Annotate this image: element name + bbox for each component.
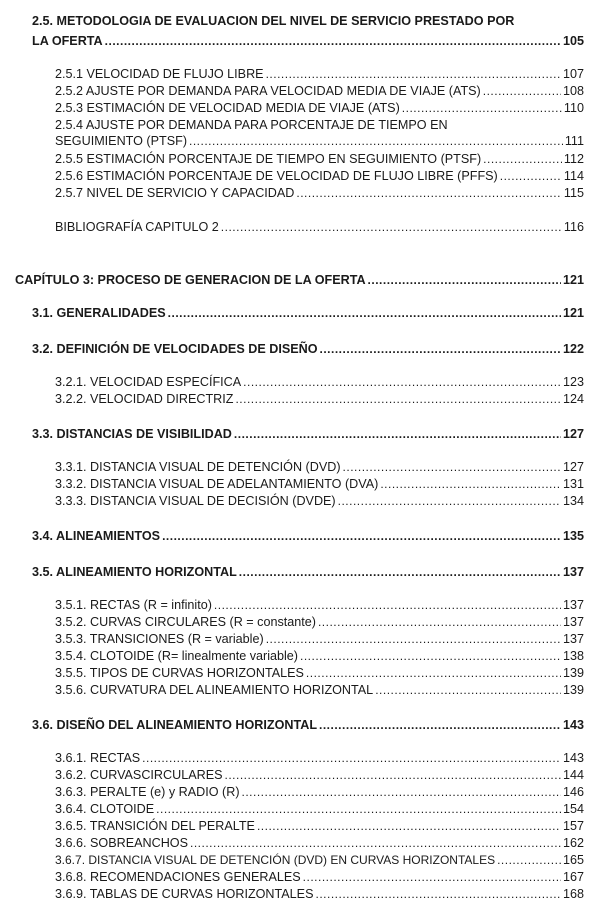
leader-dots xyxy=(162,529,561,544)
toc-entry xyxy=(55,152,584,167)
toc-entry-section xyxy=(32,529,584,544)
toc-entry-title: 3.1. GENERALIDADES xyxy=(32,306,166,320)
toc-entry-title: 3.2.2. VELOCIDAD DIRECTRIZ xyxy=(55,392,234,406)
toc-page-number: 138 xyxy=(562,649,584,663)
toc-entry-title: 3.6.2. CURVASCIRCULARES xyxy=(55,768,223,782)
toc-page-number: 111 xyxy=(564,134,584,148)
toc-page-number: 137 xyxy=(562,598,584,612)
toc-page-number: 154 xyxy=(562,802,584,816)
toc-entry xyxy=(55,169,584,184)
leader-dots xyxy=(266,632,561,647)
toc-entry-continuation: SEGUIMIENTO (PTSF) xyxy=(55,134,188,148)
toc-entry xyxy=(55,494,584,509)
leader-dots xyxy=(235,392,561,407)
leader-dots xyxy=(242,785,561,800)
toc-entry-title: 3.5.3. TRANSICIONES (R = variable) xyxy=(55,632,264,646)
leader-dots xyxy=(500,169,562,184)
leader-dots xyxy=(239,565,561,580)
toc-page-number: 146 xyxy=(562,785,584,799)
toc-entry xyxy=(55,101,584,116)
toc-page-number: 144 xyxy=(562,768,584,782)
toc-entry-title: 3.2. DEFINICIÓN DE VELOCIDADES DE DISEÑO xyxy=(32,342,318,356)
toc-entry-title: 3.6.3. PERALTE (e) y RADIO (R) xyxy=(55,785,240,799)
toc-page-number: 139 xyxy=(562,666,584,680)
toc-page-number: 162 xyxy=(562,836,584,850)
toc-entry-title: 3.6.8. RECOMENDACIONES GENERALES xyxy=(55,870,301,884)
toc-entry-title: 3.5.1. RECTAS (R = infinito) xyxy=(55,598,212,612)
toc-entry-title: 3.6.6. SOBREANCHOS xyxy=(55,836,188,850)
toc-page-number: 115 xyxy=(563,186,584,200)
leader-dots xyxy=(319,718,561,733)
toc-page-number: 122 xyxy=(562,342,584,356)
toc-entry xyxy=(55,768,584,783)
toc-entry xyxy=(55,785,584,800)
leader-dots xyxy=(142,751,561,766)
leader-dots xyxy=(225,768,561,783)
toc-entry-title: 3.6.7. DISTANCIA VISUAL DE DETENCIÓN (DVD) EN CURVAS HORIZONTALES xyxy=(55,853,496,867)
toc-entry xyxy=(55,649,584,664)
toc-entry xyxy=(55,615,584,630)
toc-entry xyxy=(55,186,584,201)
leader-dots xyxy=(243,375,561,390)
leader-dots xyxy=(320,342,561,357)
leader-dots xyxy=(214,598,561,613)
toc-entry-title: 3.5.4. CLOTOIDE (R= linealmente variable) xyxy=(55,649,299,663)
toc-entry xyxy=(55,887,584,902)
leader-dots xyxy=(380,477,561,492)
toc-entry-title: 3.3.2. DISTANCIA VISUAL DE ADELANTAMIENTO (DVA) xyxy=(55,477,379,491)
leader-dots xyxy=(303,870,561,885)
toc-page-number: 110 xyxy=(563,101,584,115)
toc-entry xyxy=(55,598,584,613)
toc-entry xyxy=(55,220,584,235)
toc-entry-title: 2.5.5 ESTIMACIÓN PORCENTAJE DE TIEMPO EN SEGUIMIENTO (PTSF) xyxy=(55,152,482,166)
toc-page-number: 114 xyxy=(563,169,584,183)
toc-entry-title: 2.5.7 NIVEL DE SERVICIO Y CAPACIDAD xyxy=(55,186,295,200)
toc-entry-title: CAPÍTULO 3: PROCESO DE GENERACION DE LA OFERTA xyxy=(15,273,366,287)
leader-dots xyxy=(296,186,562,201)
toc-entry-title: 3.6.1. RECTAS xyxy=(55,751,141,765)
toc-entry-title: 3.6.4. CLOTOIDE xyxy=(55,802,155,816)
toc-entry-title: 3.3.1. DISTANCIA VISUAL DE DETENCIÓN (DVD) xyxy=(55,460,341,474)
toc-entry-title: 3.5.5. TIPOS DE CURVAS HORIZONTALES xyxy=(55,666,304,680)
toc-entry-title: 3.6.9. TABLAS DE CURVAS HORIZONTALES xyxy=(55,887,314,901)
toc-page-number: 105 xyxy=(562,34,584,48)
toc-entry-title: 2.5.4 AJUSTE POR DEMANDA PARA PORCENTAJE DE TIEMPO EN xyxy=(55,118,448,132)
toc-entry-title: 3.5. ALINEAMIENTO HORIZONTAL xyxy=(32,565,237,579)
toc-entry-title: 3.6.5. TRANSICIÓN DEL PERALTE xyxy=(55,819,255,833)
toc-entry xyxy=(55,477,584,492)
toc-page-number: 143 xyxy=(562,751,584,765)
toc-entry-section xyxy=(32,342,584,357)
toc-entry-title: 3.4. ALINEAMIENTOS xyxy=(32,529,161,543)
leader-dots xyxy=(190,836,561,851)
leader-dots xyxy=(306,666,561,681)
toc-entry-title: 2.5.3 ESTIMACIÓN DE VELOCIDAD MEDIA DE VIAJE (ATS) xyxy=(55,101,400,115)
toc-page-number: 168 xyxy=(562,887,584,901)
toc-page-number: 112 xyxy=(563,152,584,166)
toc-entry-2-5-title: 2.5. METODOLOGIA DE EVALUACION DEL NIVEL DE SERVICIO PRESTADO POR xyxy=(32,14,515,28)
toc-entry xyxy=(55,375,584,390)
toc-entry-chapter xyxy=(15,273,584,288)
leader-dots xyxy=(343,460,561,475)
toc-entry xyxy=(55,84,584,99)
toc-page-number: 165 xyxy=(562,853,584,867)
toc-entry xyxy=(55,392,584,407)
toc-entry-section xyxy=(32,306,584,321)
toc-entry xyxy=(55,67,584,82)
toc-entry-title: 3.2.1. VELOCIDAD ESPECÍFICA xyxy=(55,375,242,389)
toc-entry-continuation: LA OFERTA xyxy=(32,34,103,48)
toc-entry xyxy=(55,870,584,885)
leader-dots xyxy=(402,101,562,116)
toc-entry xyxy=(55,751,584,766)
toc-page-number: 121 xyxy=(562,273,584,287)
toc-entry xyxy=(55,134,584,149)
leader-dots xyxy=(266,67,561,82)
toc-entry-title: 3.3.3. DISTANCIA VISUAL DE DECISIÓN (DVDE) xyxy=(55,494,336,508)
toc-entry-title: 2.5.6 ESTIMACIÓN PORCENTAJE DE VELOCIDAD DE FLUJO LIBRE (PFFS) xyxy=(55,169,498,183)
toc-entry xyxy=(55,836,584,851)
toc-entry-title: 2.5.2 AJUSTE POR DEMANDA PARA VELOCIDAD MEDIA DE VIAJE (ATS) xyxy=(55,84,481,98)
toc-page-number: 108 xyxy=(562,84,584,98)
leader-dots xyxy=(483,152,562,167)
leader-dots xyxy=(375,683,561,698)
toc-page-number: 127 xyxy=(562,427,584,441)
leader-dots xyxy=(338,494,561,509)
toc-entry xyxy=(55,666,584,681)
toc-page-number: 137 xyxy=(562,632,584,646)
toc-entry-section xyxy=(32,565,584,580)
toc-page-number: 137 xyxy=(562,565,584,579)
leader-dots xyxy=(315,887,561,902)
leader-dots xyxy=(156,802,561,817)
toc-entry-title: 3.6. DISEÑO DEL ALINEAMIENTO HORIZONTAL xyxy=(32,718,318,732)
leader-dots xyxy=(483,84,561,99)
toc-entry xyxy=(55,802,584,817)
leader-dots xyxy=(497,853,561,868)
toc-entry xyxy=(55,683,584,698)
toc-page-number: 107 xyxy=(562,67,584,81)
toc-entry-title: 3.3. DISTANCIAS DE VISIBILIDAD xyxy=(32,427,232,441)
toc-page-number: 135 xyxy=(562,529,584,543)
toc-page-number: 167 xyxy=(562,870,584,884)
toc-page-number: 139 xyxy=(562,683,584,697)
leader-dots xyxy=(189,134,563,149)
toc-entry-title: 3.5.2. CURVAS CIRCULARES (R = constante) xyxy=(55,615,316,629)
toc-entry xyxy=(55,460,584,475)
toc-entry xyxy=(55,819,584,834)
leader-dots xyxy=(234,427,561,442)
toc-entry xyxy=(55,632,584,647)
leader-dots xyxy=(300,649,561,664)
toc-page-number: 123 xyxy=(562,375,584,389)
toc-page-number: 143 xyxy=(562,718,584,732)
toc-entry-section xyxy=(32,427,584,442)
toc-entry-section xyxy=(32,718,584,733)
leader-dots xyxy=(318,615,561,630)
toc-page-number: 121 xyxy=(562,306,584,320)
toc-page-number: 131 xyxy=(562,477,584,491)
leader-dots xyxy=(105,34,561,49)
leader-dots xyxy=(257,819,561,834)
toc-page-number: 134 xyxy=(562,494,584,508)
leader-dots xyxy=(168,306,561,321)
toc-page-number: 116 xyxy=(563,220,584,234)
leader-dots xyxy=(368,273,561,288)
leader-dots xyxy=(221,220,562,235)
toc-page-number: 127 xyxy=(562,460,584,474)
toc-page-number: 137 xyxy=(562,615,584,629)
toc-entry-title: 3.5.6. CURVATURA DEL ALINEAMIENTO HORIZONTAL xyxy=(55,683,374,697)
toc-page-number: 124 xyxy=(562,392,584,406)
toc-entry xyxy=(55,853,584,868)
toc-entry-title: BIBLIOGRAFÍA CAPITULO 2 xyxy=(55,220,219,234)
toc-entry-title: 2.5.1 VELOCIDAD DE FLUJO LIBRE xyxy=(55,67,264,81)
toc-page-number: 157 xyxy=(562,819,584,833)
toc-entry-2-5 xyxy=(32,34,584,49)
